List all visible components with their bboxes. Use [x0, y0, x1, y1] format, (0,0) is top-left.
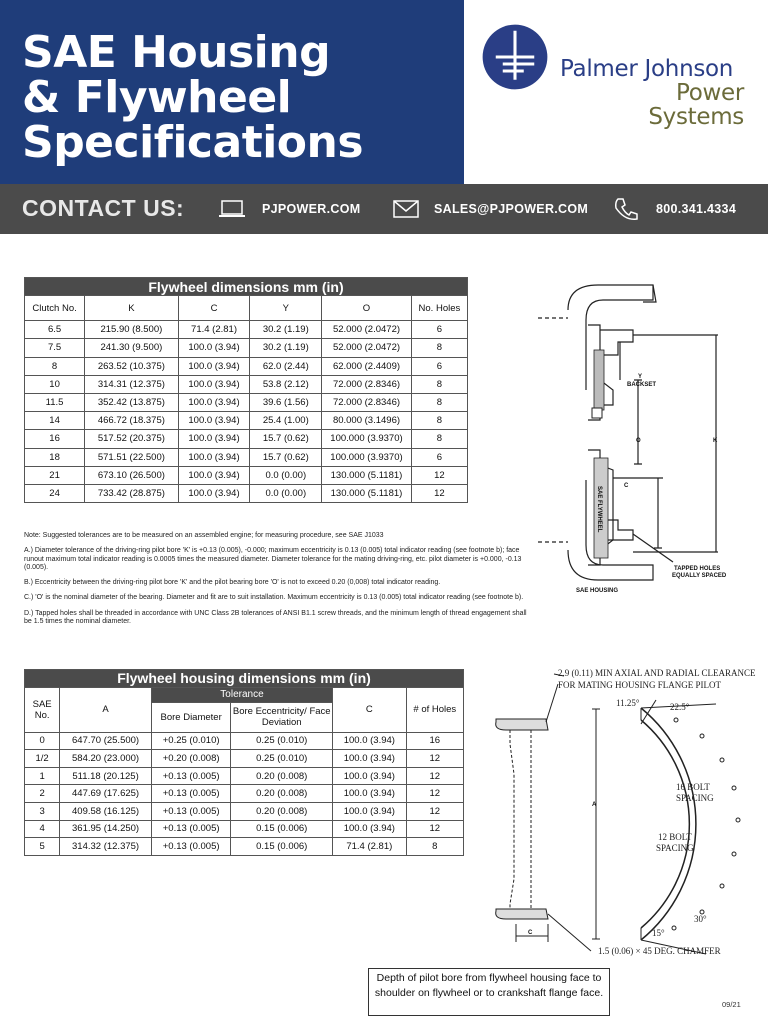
phone-icon — [613, 196, 639, 222]
angle-label: 22.5° — [670, 702, 690, 712]
table-cell: 100.0 (3.94) — [178, 430, 250, 448]
table-cell: 447.69 (17.625) — [60, 785, 152, 803]
table-row — [25, 785, 464, 803]
angle-label: 11.25° — [616, 698, 640, 708]
page-title — [22, 27, 364, 168]
table-cell: 6.5 — [25, 321, 85, 339]
company-logo-icon — [480, 22, 550, 92]
table-cell: 16 — [406, 732, 463, 750]
table-cell: 24 — [25, 484, 85, 502]
table-cell: 6 — [411, 448, 467, 466]
table-cell: 517.52 (20.375) — [85, 430, 178, 448]
table-cell: 0.25 (0.010) — [231, 750, 333, 768]
column-header: Bore Eccentricity/ Face Deviation — [231, 702, 333, 732]
housing-diagram — [476, 664, 762, 964]
table-cell: 100.0 (3.94) — [333, 750, 407, 768]
table-cell: +0.13 (0.005) — [151, 785, 231, 803]
table-cell: 1 — [25, 767, 60, 785]
table-cell: 8 — [411, 339, 467, 357]
bolt12-label-2: SPACING — [656, 843, 694, 853]
contact-label: CONTACT US: — [22, 195, 185, 221]
table-row — [25, 767, 464, 785]
table-cell: 39.6 (1.56) — [250, 393, 322, 411]
table-cell: 14 — [25, 412, 85, 430]
table-cell: 30.2 (1.19) — [250, 321, 322, 339]
column-header: Y — [250, 296, 322, 321]
table-cell: 12 — [406, 750, 463, 768]
table-row — [25, 732, 464, 750]
table-cell: 5 — [25, 838, 60, 856]
c-label: C — [624, 483, 629, 489]
table-cell: 100.0 (3.94) — [178, 357, 250, 375]
flywheel-section-diagram — [538, 280, 764, 598]
table-cell: 4 — [25, 820, 60, 838]
table-cell: 100.0 (3.94) — [333, 785, 407, 803]
table-cell: 16 — [25, 430, 85, 448]
table-cell: 0.0 (0.00) — [250, 466, 322, 484]
table-cell: +0.13 (0.005) — [151, 838, 231, 856]
table-cell: 80.000 (3.1496) — [322, 412, 412, 430]
bolt16-label-1: 16 BOLT — [676, 782, 710, 792]
notes-section — [24, 532, 532, 633]
table-cell: 0.0 (0.00) — [250, 484, 322, 502]
note-text: Note: Suggested tolerances are to be measured on an assembled engine; for measuring procedure, see SAE J1033 — [24, 532, 384, 539]
table-cell: 0.20 (0.008) — [231, 802, 333, 820]
column-header: C — [178, 296, 250, 321]
table-cell: 71.4 (2.81) — [178, 321, 250, 339]
table-cell: 100.0 (3.94) — [178, 412, 250, 430]
table-cell: 71.4 (2.81) — [333, 838, 407, 856]
table-cell: 8 — [406, 838, 463, 856]
table-cell: 6 — [411, 357, 467, 375]
laptop-icon — [218, 199, 246, 219]
equally-spaced-label: EQUALLY SPACED — [672, 573, 727, 579]
angle-label: 15° — [652, 928, 665, 938]
housing-table-caption: Flywheel housing dimensions mm (in) — [25, 670, 464, 688]
table-row — [25, 357, 468, 375]
table-row — [25, 802, 464, 820]
angle-label: 30° — [694, 914, 707, 924]
table-cell: 100.0 (3.94) — [178, 339, 250, 357]
table-cell: 352.42 (13.875) — [85, 393, 178, 411]
tapped-holes-label: TAPPED HOLES — [674, 566, 721, 572]
table-row — [25, 466, 468, 484]
table-row — [25, 430, 468, 448]
column-header: C — [333, 687, 407, 732]
table-cell: 72.000 (2.8346) — [322, 375, 412, 393]
table-cell: +0.25 (0.010) — [151, 732, 231, 750]
table-cell: 8 — [411, 412, 467, 430]
table-cell: 215.90 (8.500) — [85, 321, 178, 339]
table-cell: 1/2 — [25, 750, 60, 768]
table-cell: 3 — [25, 802, 60, 820]
website-link[interactable]: PJPOWER.COM — [262, 202, 361, 216]
table-cell: 12 — [406, 802, 463, 820]
envelope-icon — [393, 200, 419, 218]
table-cell: 2 — [25, 785, 60, 803]
table-cell: 100.0 (3.94) — [178, 484, 250, 502]
column-header: K — [85, 296, 178, 321]
chamfer-label: 1.5 (0.06) × 45 DEG. CHAMFER — [598, 946, 721, 956]
table-row — [25, 375, 468, 393]
table-cell: 584.20 (23.000) — [60, 750, 152, 768]
brand-name-line-2: Power — [675, 80, 744, 106]
table-row — [25, 750, 464, 768]
table-cell: 21 — [25, 466, 85, 484]
table-cell: 12 — [411, 484, 467, 502]
table-cell: 100.0 (3.94) — [333, 732, 407, 750]
table-cell: 0.15 (0.006) — [231, 838, 333, 856]
table-cell: 361.95 (14.250) — [60, 820, 152, 838]
note-text: A.) Diameter tolerance of the driving-ring pilot bore 'K' is +0.13 (0.005), -0.000; maximum eccentricity is 0.13 (0.005) total indicator reading (see footnote b); face runout maximum total indicator reading is 0.0005 times the measured diameter. Diameter tolerance for the mating driving-ring, etc. pilot diameter is +0.000, -0.13 (0.005). — [24, 547, 522, 571]
table-cell: 0 — [25, 732, 60, 750]
table-cell: 0.15 (0.006) — [231, 820, 333, 838]
table-cell: 12 — [406, 820, 463, 838]
table-cell: 241.30 (9.500) — [85, 339, 178, 357]
table-cell: 100.0 (3.94) — [178, 375, 250, 393]
note-text: D.) Tapped holes shall be threaded in accordance with UNC Class 2B tolerances of ANSI B1.1 screw threads, and the minimum length of thread engagement shall be 1.5 times the nominal diameter. — [24, 609, 527, 626]
title-line-1: SAE Housing — [22, 27, 331, 78]
table-cell: 0.25 (0.010) — [231, 732, 333, 750]
table-row — [25, 321, 468, 339]
table-cell: 53.8 (2.12) — [250, 375, 322, 393]
table-cell: 100.000 (3.9370) — [322, 448, 412, 466]
table-cell: 62.000 (2.4409) — [322, 357, 412, 375]
table-cell: +0.20 (0.008) — [151, 750, 231, 768]
o-label: O — [636, 438, 641, 444]
table-cell: 15.7 (0.62) — [250, 448, 322, 466]
table-cell: 100.0 (3.94) — [178, 466, 250, 484]
table-cell: 15.7 (0.62) — [250, 430, 322, 448]
table-cell: +0.13 (0.005) — [151, 802, 231, 820]
table-cell: 130.000 (5.1181) — [322, 484, 412, 502]
table-cell: 12 — [411, 466, 467, 484]
pilot-bore-callout: Depth of pilot bore from flywheel housing face to shoulder on flywheel or to crankshaft flange face. — [368, 968, 610, 1016]
table-cell: 100.0 (3.94) — [333, 820, 407, 838]
table-cell: +0.13 (0.005) — [151, 767, 231, 785]
table-cell: 52.000 (2.0472) — [322, 339, 412, 357]
table-cell: 0.20 (0.008) — [231, 785, 333, 803]
table-cell: 6 — [411, 321, 467, 339]
table-cell: 647.70 (25.500) — [60, 732, 152, 750]
phone-link[interactable]: 800.341.4334 — [656, 202, 737, 216]
brand-name-line-1: Palmer Johnson — [560, 56, 734, 82]
table-cell: 409.58 (16.125) — [60, 802, 152, 820]
column-header: Bore Diameter — [151, 702, 231, 732]
contact-bar — [0, 184, 768, 234]
table-cell: 466.72 (18.375) — [85, 412, 178, 430]
sae-flywheel-label: SAE FLYWHEEL — [596, 486, 602, 533]
column-header: Tolerance — [151, 687, 332, 702]
column-header: A — [60, 687, 152, 732]
table-cell: 100.0 (3.94) — [333, 802, 407, 820]
table-cell: 733.42 (28.875) — [85, 484, 178, 502]
table-cell: 263.52 (10.375) — [85, 357, 178, 375]
column-header: No. Holes — [411, 296, 467, 321]
table-cell: 72.000 (2.8346) — [322, 393, 412, 411]
table-cell: 12 — [406, 785, 463, 803]
column-header: SAE No. — [25, 687, 60, 732]
table-cell: 62.0 (2.44) — [250, 357, 322, 375]
brand-name-line-3: Systems — [648, 104, 744, 130]
email-link[interactable]: SALES@PJPOWER.COM — [434, 202, 589, 216]
k-label: K — [713, 438, 718, 444]
table-cell: 10 — [25, 375, 85, 393]
clearance-line-2: FOR MATING HOUSING FLANGE PILOT — [558, 680, 722, 690]
table-cell: 100.0 (3.94) — [178, 448, 250, 466]
column-header: O — [322, 296, 412, 321]
title-line-2: & Flywheel — [22, 72, 292, 123]
table-cell: 314.32 (12.375) — [60, 838, 152, 856]
clearance-line-1: 2.9 (0.11) MIN AXIAL AND RADIAL CLEARANCE — [558, 668, 756, 678]
c-dim-label: C — [528, 930, 533, 936]
table-row — [25, 838, 464, 856]
y-label: Y — [638, 374, 643, 380]
a-label: A — [592, 802, 597, 808]
table-cell: 0.20 (0.008) — [231, 767, 333, 785]
table-cell: 130.000 (5.1181) — [322, 466, 412, 484]
table-cell: 8 — [411, 393, 467, 411]
table-cell: 511.18 (20.125) — [60, 767, 152, 785]
table-cell: 571.51 (22.500) — [85, 448, 178, 466]
table-row — [25, 412, 468, 430]
table-cell: 8 — [411, 430, 467, 448]
flywheel-table-body — [25, 321, 468, 503]
backset-label: BACKSET — [627, 382, 657, 388]
table-row — [25, 393, 468, 411]
table-cell: 100.000 (3.9370) — [322, 430, 412, 448]
table-cell: 8 — [411, 375, 467, 393]
table-cell: 18 — [25, 448, 85, 466]
table-row — [25, 339, 468, 357]
flywheel-dimensions-table — [24, 277, 468, 503]
table-cell: 100.0 (3.94) — [333, 767, 407, 785]
table-cell: 7.5 — [25, 339, 85, 357]
table-header-row — [25, 296, 468, 321]
table-cell: 30.2 (1.19) — [250, 339, 322, 357]
bolt16-label-2: SPACING — [676, 793, 714, 803]
table-cell: 314.31 (12.375) — [85, 375, 178, 393]
note-text: B.) Eccentricity between the driving-ring pilot bore 'K' and the pilot bearing bore 'O' is not to exceed 0.20 (0,008) total indicator reading. — [24, 579, 441, 587]
flywheel-table-caption: Flywheel dimensions mm (in) — [25, 278, 468, 296]
column-header: Clutch No. — [25, 296, 85, 321]
table-cell: +0.13 (0.005) — [151, 820, 231, 838]
table-row — [25, 448, 468, 466]
revision-date: 09/21 — [722, 1000, 741, 1009]
bolt12-label-1: 12 BOLT — [658, 832, 692, 842]
table-row — [25, 484, 468, 502]
table-cell: 52.000 (2.0472) — [322, 321, 412, 339]
table-cell: 12 — [406, 767, 463, 785]
table-cell: 11.5 — [25, 393, 85, 411]
table-cell: 25.4 (1.00) — [250, 412, 322, 430]
table-cell: 673.10 (26.500) — [85, 466, 178, 484]
title-line-3: Specifications — [22, 117, 364, 168]
table-row — [25, 820, 464, 838]
sae-housing-label: SAE HOUSING — [576, 588, 619, 594]
housing-dimensions-table — [24, 669, 464, 856]
column-header: # of Holes — [406, 687, 463, 732]
table-cell: 100.0 (3.94) — [178, 393, 250, 411]
note-text: C.) 'O' is the nominal diameter of the bearing. Diameter and fit are to suit installation. Maximum eccentricity is 0.13 (0.005) total indicator reading (see footnote b). — [24, 594, 524, 602]
header-banner — [0, 0, 464, 184]
table-cell: 8 — [25, 357, 85, 375]
housing-table-body — [25, 732, 464, 855]
